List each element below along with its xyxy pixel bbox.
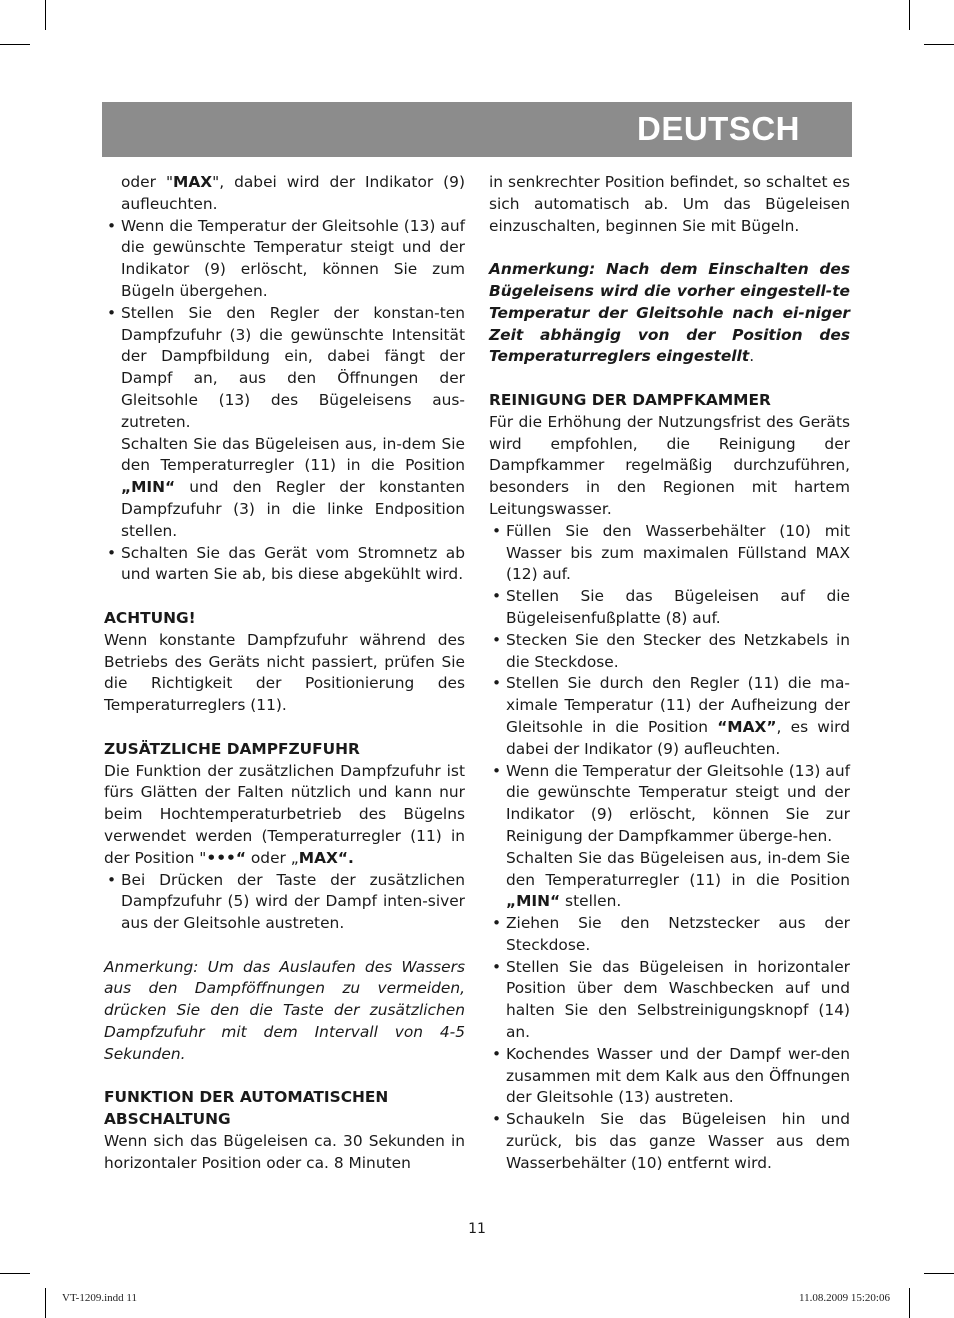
paragraph: Wenn konstante Dampfzufuhr während des Betriebs des Geräts nicht passiert, prüfen Sie die Richtigkeit der Positionierung des Temperaturreglers (11). (104, 630, 465, 715)
paragraph: Schalten Sie das Bügeleisen aus, in-dem Sie den Temperaturregler (11) in die Position „MIN“ und den Regler der konstanten Dampfzufuhr (3) in die linke Endposition stellen. (121, 434, 465, 540)
list-item: • Stellen Sie das Bügeleisen auf die Bügeleisenfußplatte (8) auf. (492, 587, 850, 627)
list-item: • Ziehen Sie den Netzstecker aus der Steckdose. (492, 914, 850, 954)
section-heading: FUNKTION DER AUTOMATISCHEN (104, 1088, 389, 1107)
list-item: • Stellen Sie das Bügeleisen in horizontaler Position über dem Waschbecken auf und halten Sie den Selbstreinigungsknopf (14) an. (492, 957, 850, 1042)
list-item: • Schaukeln Sie das Bügeleisen hin und zurück, bis das ganze Wasser aus dem Wasserbehälter (10) entfernt wird. (492, 1110, 850, 1172)
paragraph: Schalten Sie das Bügeleisen aus, in-dem Sie den Temperaturregler (11) in die Position „MIN“ stellen. (506, 848, 850, 911)
list-item: • Stecken Sie den Stecker des Netzkabels in die Steckdose. (492, 630, 850, 671)
section-heading: ZUSÄTZLICHE DAMPFZUFUHR (104, 739, 360, 758)
note: Anmerkung: Um das Auslaufen des Wassers aus den Dampföffnungen zu vermeiden, drücken Sie den die Taste der zusätzlichen Dampfzufuhr mit dem Intervall von 4-5 Sekunden. (104, 957, 465, 1063)
right-column (489, 172, 850, 1175)
crop-mark (0, 44, 30, 45)
list-item: • Stellen Sie den Regler der konstan-ten Dampfzufuhr (3) die gewünschte Intensität der Dampfbildung ein, dabei fängt der Dampf an, aus den Öffnungen der Gleitsohle (13) des Bügeleisens aus-zutreten. (107, 303, 465, 431)
footer-file-info: VT-1209.indd 11 (62, 1292, 137, 1304)
crop-mark (0, 1273, 30, 1274)
note: Anmerkung: Nach dem Einschalten des Bügeleisens wird die vorher eingestell-te Temperatur der Gleitsohle nach ei-niger Zeit abhängig von der Position des Temperaturreglers eingestellt. (489, 260, 850, 366)
paragraph: Wenn sich das Bügeleisen ca. 30 Sekunden in horizontaler Position oder ca. 8 Minuten (104, 1132, 465, 1172)
crop-mark (45, 1288, 46, 1318)
language-title: DEUTSCH (636, 110, 800, 147)
left-column (104, 172, 465, 1175)
crop-mark (45, 0, 46, 30)
list-item: • Wenn die Temperatur der Gleitsohle (13) auf die gewünschte Temperatur steigt und der Indikator (9) erlöscht, können Sie zum Bügeln übergehen. (107, 216, 465, 300)
page-number: 11 (468, 1221, 486, 1237)
list-item: • Füllen Sie den Wasserbehälter (10) mit Wasser bis zum maximalen Füllstand MAX (12) auf. (492, 521, 850, 584)
list-item: • Wenn die Temperatur der Gleitsohle (13) auf die gewünschte Temperatur steigt und der Indikator (9) erlöscht, können Sie zur Reinigung der Dampfkammer überge-hen. (492, 761, 850, 845)
list-item: • Stellen Sie durch den Regler (11) die ma-ximale Temperatur (11) der Aufheizung der Gleitsohle in die Position “MAX”, es wird dabei der Indikator (9) aufleuchten. (492, 674, 850, 758)
section-heading: REINIGUNG DER DAMPFKAMMER (489, 390, 771, 409)
footer-timestamp: 11.08.2009 15:20:06 (799, 1292, 890, 1304)
crop-mark (909, 0, 910, 30)
section-heading: ABSCHALTUNG (104, 1110, 231, 1129)
paragraph: in senkrechter Position befindet, so schaltet es sich automatisch ab. Um das Bügeleisen einzuschalten, beginnen Sie mit Bügeln. (489, 173, 850, 235)
crop-mark (924, 1273, 954, 1274)
list-item: • Bei Drücken der Taste der zusätzlichen Dampfzufuhr (5) wird der Dampf inten-siver aus der Gleitsohle austreten. (107, 870, 465, 933)
paragraph: oder "MAX", dabei wird der Indikator (9) aufleuchten. (121, 173, 465, 213)
section-heading: ACHTUNG! (104, 608, 196, 627)
paragraph: Für die Erhöhung der Nutzungsfrist des Geräts wird empfohlen, die Reinigung der Dampfkammer regelmäßig durchzuführen, besonders in den Regionen mit hartem Leitungswasser. (489, 412, 850, 518)
crop-mark (909, 1288, 910, 1318)
list-item: • Kochendes Wasser und der Dampf wer-den zusammen mit dem Kalk aus den Öffnungen der Gleitsohle (13) austreten. (492, 1044, 850, 1107)
crop-mark (924, 44, 954, 45)
list-item: • Schalten Sie das Gerät vom Stromnetz ab und warten Sie ab, bis diese abgekühlt wird. (107, 543, 465, 584)
language-header-bar (102, 102, 852, 157)
paragraph: Die Funktion der zusätzlichen Dampfzufuhr ist fürs Glätten der Falten nützlich und kann nur beim Hochtemperaturbetrieb des Bügelns verwendet werden (Temperaturregler (11) in der Position "•••“ oder „MAX“. (104, 761, 465, 867)
